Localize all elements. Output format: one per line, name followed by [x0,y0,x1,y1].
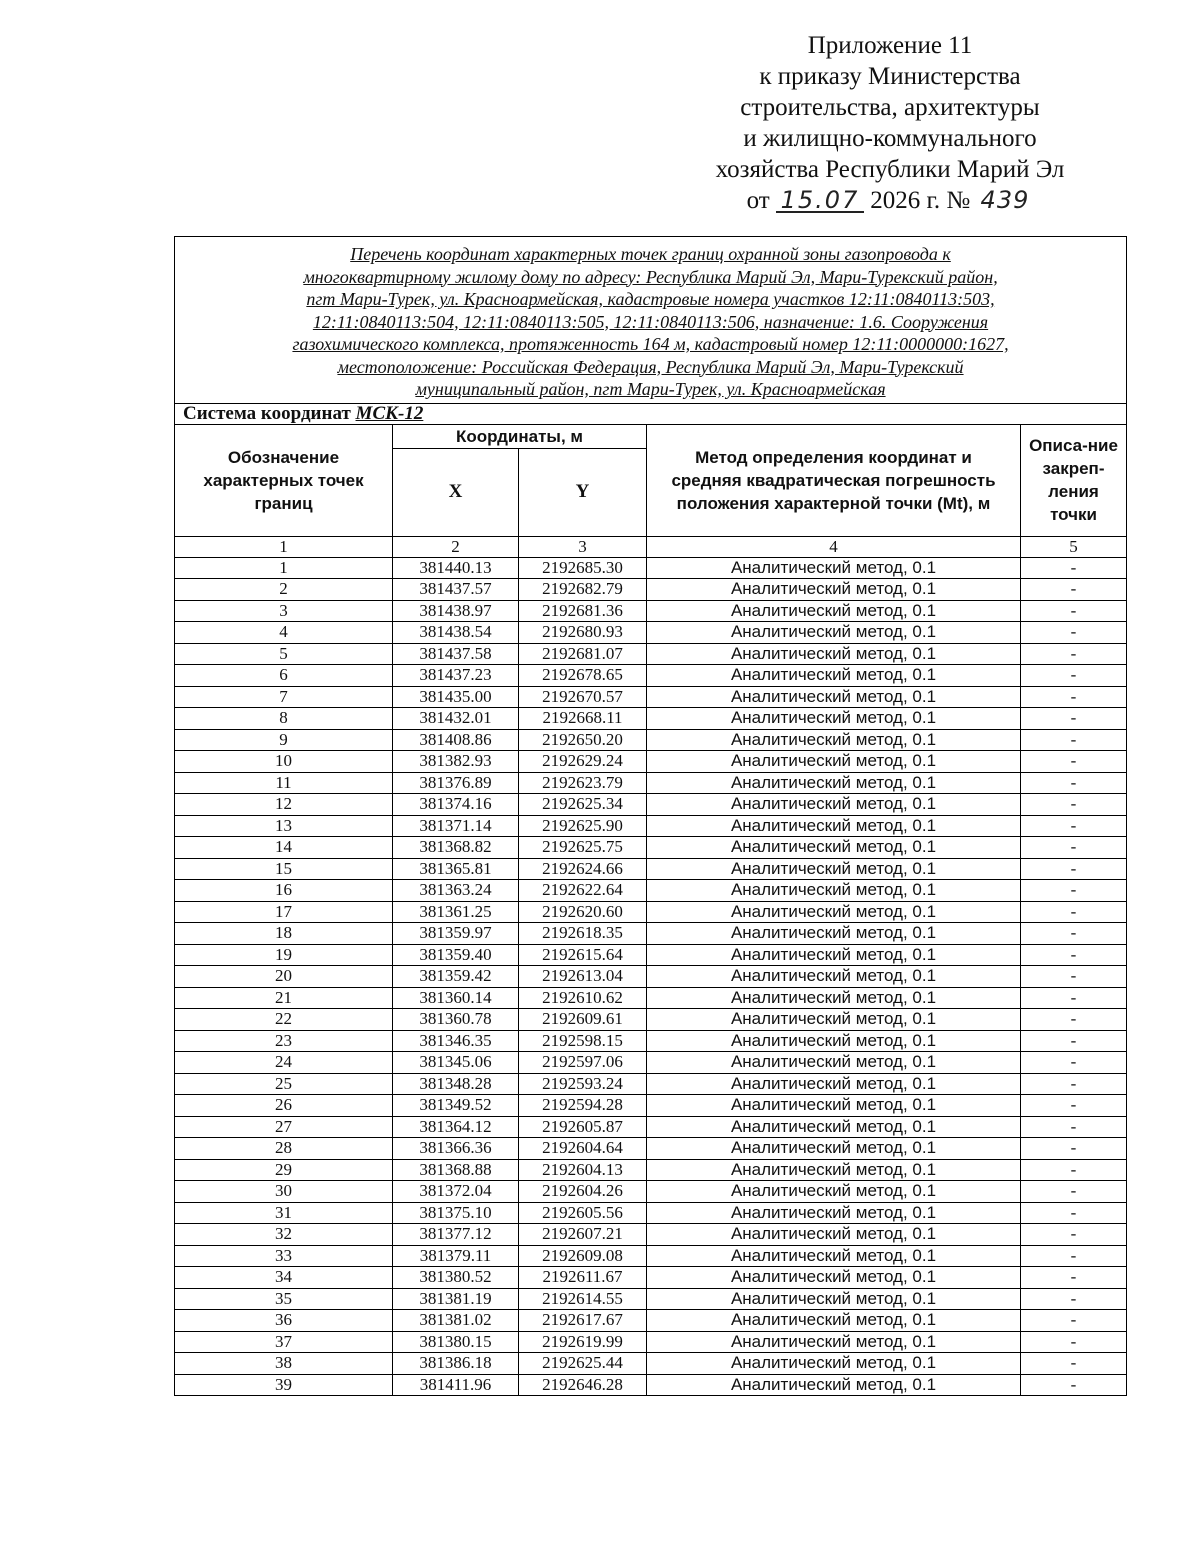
point-number: 23 [175,1030,393,1052]
method-cell: Аналитический метод, 0.1 [647,1159,1021,1181]
method-cell: Аналитический метод, 0.1 [647,987,1021,1009]
method-cell: Аналитический метод, 0.1 [647,1310,1021,1332]
table-row [175,1310,1127,1332]
fixation-description: - [1021,1374,1127,1396]
coord-y: 2192670.57 [519,686,647,708]
table-row [175,1353,1127,1375]
method-cell: Аналитический метод, 0.1 [647,880,1021,902]
coord-y: 2192605.87 [519,1116,647,1138]
method-cell: Аналитический метод, 0.1 [647,622,1021,644]
point-number: 22 [175,1009,393,1031]
method-cell: Аналитический метод, 0.1 [647,1374,1021,1396]
coord-y: 2192668.11 [519,708,647,730]
point-number: 31 [175,1202,393,1224]
coord-x: 381377.12 [393,1224,519,1246]
method-cell: Аналитический метод, 0.1 [647,815,1021,837]
coord-y: 2192685.30 [519,557,647,579]
coord-x: 381408.86 [393,729,519,751]
table-title [175,237,1127,404]
fixation-description: - [1021,708,1127,730]
point-number: 4 [175,622,393,644]
point-number: 30 [175,1181,393,1203]
coord-x: 381437.57 [393,579,519,601]
point-number: 9 [175,729,393,751]
table-row [175,686,1127,708]
point-number: 1 [175,557,393,579]
coord-x: 381345.06 [393,1052,519,1074]
table-row [175,1030,1127,1052]
point-number: 17 [175,901,393,923]
table-row [175,1116,1127,1138]
table-row [175,1052,1127,1074]
coord-x: 381361.25 [393,901,519,923]
coord-x: 381364.12 [393,1116,519,1138]
table-row [175,622,1127,644]
table-row [175,858,1127,880]
coord-y: 2192625.75 [519,837,647,859]
fixation-description: - [1021,1202,1127,1224]
column-number: 5 [1021,536,1127,557]
date-prefix: от [746,187,770,214]
coord-y: 2192610.62 [519,987,647,1009]
coord-y: 2192604.26 [519,1181,647,1203]
header-coordinates: Координаты, м [393,424,647,448]
fixation-description: - [1021,966,1127,988]
point-number: 8 [175,708,393,730]
point-number: 15 [175,858,393,880]
coord-x: 381437.58 [393,643,519,665]
coord-x: 381360.78 [393,1009,519,1031]
point-number: 18 [175,923,393,945]
coord-y: 2192615.64 [519,944,647,966]
table-row [175,1224,1127,1246]
coord-y: 2192680.93 [519,622,647,644]
coord-x: 381432.01 [393,708,519,730]
title-line: 12:11:0840113:504, 12:11:0840113:505, 12:11:0840113:506, назначение: 1.6. Сооружения [312,311,989,332]
point-number: 25 [175,1073,393,1095]
coord-x: 381381.02 [393,1310,519,1332]
fixation-description: - [1021,643,1127,665]
fixation-description: - [1021,880,1127,902]
coord-y: 2192619.99 [519,1331,647,1353]
coordinate-system-value: МСК-12 [355,402,424,424]
method-cell: Аналитический метод, 0.1 [647,557,1021,579]
coordinate-system-row [175,403,1127,424]
coord-y: 2192623.79 [519,772,647,794]
title-line: Перечень координат характерных точек границ охранной зоны газопровода к [350,244,951,264]
coord-y: 2192593.24 [519,1073,647,1095]
fixation-description: - [1021,772,1127,794]
coord-y: 2192622.64 [519,880,647,902]
point-number: 2 [175,579,393,601]
point-number: 26 [175,1095,393,1117]
table-row [175,557,1127,579]
fixation-description: - [1021,1030,1127,1052]
coord-x: 381374.16 [393,794,519,816]
point-number: 13 [175,815,393,837]
point-number: 20 [175,966,393,988]
fixation-description: - [1021,1245,1127,1267]
coord-x: 381438.97 [393,600,519,622]
table-row [175,901,1127,923]
method-cell: Аналитический метод, 0.1 [647,923,1021,945]
coord-x: 381359.40 [393,944,519,966]
point-number: 16 [175,880,393,902]
coord-y: 2192629.24 [519,751,647,773]
header-y: Y [519,448,647,536]
table-row [175,708,1127,730]
fixation-description: - [1021,1331,1127,1353]
coord-y: 2192681.07 [519,643,647,665]
table-row [175,1288,1127,1310]
method-cell: Аналитический метод, 0.1 [647,643,1021,665]
method-cell: Аналитический метод, 0.1 [647,1116,1021,1138]
method-cell: Аналитический метод, 0.1 [647,1052,1021,1074]
table-row [175,1138,1127,1160]
method-cell: Аналитический метод, 0.1 [647,1331,1021,1353]
point-number: 5 [175,643,393,665]
coord-y: 2192594.28 [519,1095,647,1117]
table-row [175,837,1127,859]
table-row [175,772,1127,794]
fixation-description: - [1021,579,1127,601]
table-row [175,1202,1127,1224]
table-row [175,665,1127,687]
method-cell: Аналитический метод, 0.1 [647,665,1021,687]
method-cell: Аналитический метод, 0.1 [647,1009,1021,1031]
fixation-description: - [1021,1288,1127,1310]
column-number: 4 [647,536,1021,557]
method-cell: Аналитический метод, 0.1 [647,1224,1021,1246]
title-line: многоквартирному жилому дому по адресу: Республика Марий Эл, Мари-Турекский район, [303,266,998,287]
fixation-description: - [1021,1224,1127,1246]
fixation-description: - [1021,600,1127,622]
fixation-description: - [1021,1159,1127,1181]
coord-y: 2192597.06 [519,1052,647,1074]
point-number: 29 [175,1159,393,1181]
point-number: 28 [175,1138,393,1160]
table-row [175,966,1127,988]
point-number: 14 [175,837,393,859]
method-cell: Аналитический метод, 0.1 [647,600,1021,622]
table-row [175,1181,1127,1203]
point-number: 10 [175,751,393,773]
point-number: 19 [175,944,393,966]
coord-x: 381382.93 [393,751,519,773]
point-number: 38 [175,1353,393,1375]
table-row [175,815,1127,837]
coord-x: 381376.89 [393,772,519,794]
table-row [175,1009,1127,1031]
table-row [175,794,1127,816]
method-cell: Аналитический метод, 0.1 [647,1095,1021,1117]
coord-y: 2192682.79 [519,579,647,601]
method-cell: Аналитический метод, 0.1 [647,794,1021,816]
coord-x: 381366.36 [393,1138,519,1160]
fixation-description: - [1021,686,1127,708]
header-line: к приказу Министерства [759,63,1021,90]
coord-y: 2192605.56 [519,1202,647,1224]
method-cell: Аналитический метод, 0.1 [647,1181,1021,1203]
point-number: 35 [175,1288,393,1310]
table-row [175,1095,1127,1117]
method-cell: Аналитический метод, 0.1 [647,1288,1021,1310]
coord-y: 2192611.67 [519,1267,647,1289]
fixation-description: - [1021,1009,1127,1031]
fixation-description: - [1021,1095,1127,1117]
coord-x: 381380.15 [393,1331,519,1353]
table-row [175,880,1127,902]
method-cell: Аналитический метод, 0.1 [647,901,1021,923]
coord-y: 2192678.65 [519,665,647,687]
fixation-description: - [1021,1267,1127,1289]
method-cell: Аналитический метод, 0.1 [647,772,1021,794]
coordinates-table [174,236,1127,1396]
fixation-description: - [1021,1310,1127,1332]
fixation-description: - [1021,1052,1127,1074]
point-number: 32 [175,1224,393,1246]
header-description: Описа-ние закреп-ления точки [1021,424,1127,536]
coord-y: 2192609.61 [519,1009,647,1031]
fixation-description: - [1021,1181,1127,1203]
point-number: 39 [175,1374,393,1396]
coord-x: 381359.42 [393,966,519,988]
method-cell: Аналитический метод, 0.1 [647,729,1021,751]
table-row [175,729,1127,751]
column-number-row [175,536,1127,557]
table-row [175,751,1127,773]
coord-y: 2192681.36 [519,600,647,622]
coord-y: 2192614.55 [519,1288,647,1310]
coord-x: 381346.35 [393,1030,519,1052]
coord-y: 2192618.35 [519,923,647,945]
point-number: 34 [175,1267,393,1289]
table-row [175,1331,1127,1353]
coord-x: 381349.52 [393,1095,519,1117]
title-line: газохимического комплекса, протяженность 164 м, кадастровый номер 12:11:0000000:1627, [292,334,1009,354]
coord-x: 381375.10 [393,1202,519,1224]
table-row [175,643,1127,665]
fixation-description: - [1021,987,1127,1009]
coord-x: 381368.82 [393,837,519,859]
coord-x: 381365.81 [393,858,519,880]
coord-y: 2192604.64 [519,1138,647,1160]
table-row [175,1159,1127,1181]
coord-x: 381348.28 [393,1073,519,1095]
coord-y: 2192625.44 [519,1353,647,1375]
point-number: 33 [175,1245,393,1267]
method-cell: Аналитический метод, 0.1 [647,837,1021,859]
coord-y: 2192613.04 [519,966,647,988]
method-cell: Аналитический метод, 0.1 [647,1353,1021,1375]
title-line: пгт Мари-Турек, ул. Красноармейская, кадастровые номера участков 12:11:0840113:503, [306,289,995,309]
method-cell: Аналитический метод, 0.1 [647,708,1021,730]
fixation-description: - [1021,557,1127,579]
date-year: 2026 г. № [870,187,971,214]
column-number: 3 [519,536,647,557]
coord-x: 381360.14 [393,987,519,1009]
coord-y: 2192625.90 [519,815,647,837]
coord-x: 381359.97 [393,923,519,945]
table-row [175,1267,1127,1289]
fixation-description: - [1021,1073,1127,1095]
coord-x: 381371.14 [393,815,519,837]
table-row [175,944,1127,966]
table-row [175,1073,1127,1095]
point-number: 12 [175,794,393,816]
method-cell: Аналитический метод, 0.1 [647,1245,1021,1267]
coord-x: 381411.96 [393,1374,519,1396]
method-cell: Аналитический метод, 0.1 [647,1030,1021,1052]
fixation-description: - [1021,665,1127,687]
table-row [175,1245,1127,1267]
method-cell: Аналитический метод, 0.1 [647,944,1021,966]
handwritten-date: 15.07 [776,189,864,213]
table-row [175,579,1127,601]
header-line: строительства, архитектуры [740,94,1040,121]
coord-y: 2192646.28 [519,1374,647,1396]
order-date-line [640,185,1140,216]
coord-y: 2192620.60 [519,901,647,923]
coord-y: 2192609.08 [519,1245,647,1267]
coord-x: 381368.88 [393,1159,519,1181]
method-cell: Аналитический метод, 0.1 [647,858,1021,880]
coord-y: 2192650.20 [519,729,647,751]
coord-x: 381386.18 [393,1353,519,1375]
method-cell: Аналитический метод, 0.1 [647,579,1021,601]
method-cell: Аналитический метод, 0.1 [647,686,1021,708]
coord-x: 381363.24 [393,880,519,902]
coord-x: 381438.54 [393,622,519,644]
fixation-description: - [1021,923,1127,945]
column-number: 1 [175,536,393,557]
header-point-designation: Обозначение характерных точек границ [175,424,393,536]
method-cell: Аналитический метод, 0.1 [647,1073,1021,1095]
fixation-description: - [1021,1353,1127,1375]
coord-y: 2192604.13 [519,1159,647,1181]
coord-x: 381380.52 [393,1267,519,1289]
coordinate-system-label: Система координат [183,402,351,424]
method-cell: Аналитический метод, 0.1 [647,1138,1021,1160]
point-number: 11 [175,772,393,794]
method-cell: Аналитический метод, 0.1 [647,1267,1021,1289]
header-line: Приложение 11 [807,32,973,59]
fixation-description: - [1021,1116,1127,1138]
fixation-description: - [1021,751,1127,773]
handwritten-order-number: 439 [980,186,1030,214]
fixation-description: - [1021,729,1127,751]
fixation-description: - [1021,1138,1127,1160]
fixation-description: - [1021,858,1127,880]
coord-x: 381372.04 [393,1181,519,1203]
method-cell: Аналитический метод, 0.1 [647,966,1021,988]
order-appendix-header [640,30,1140,216]
table-row [175,1374,1127,1396]
column-number: 2 [393,536,519,557]
coord-y: 2192624.66 [519,858,647,880]
fixation-description: - [1021,901,1127,923]
coord-y: 2192598.15 [519,1030,647,1052]
coord-y: 2192607.21 [519,1224,647,1246]
method-cell: Аналитический метод, 0.1 [647,751,1021,773]
point-number: 37 [175,1331,393,1353]
table-row [175,600,1127,622]
coord-x: 381381.19 [393,1288,519,1310]
header-line: хозяйства Республики Марий Эл [715,156,1065,183]
coord-y: 2192625.34 [519,794,647,816]
fixation-description: - [1021,622,1127,644]
coord-x: 381437.23 [393,665,519,687]
point-number: 21 [175,987,393,1009]
table-row [175,987,1127,1009]
coord-x: 381379.11 [393,1245,519,1267]
header-method: Метод определения координат и средняя квадратическая погрешность положения характерной точки (Mt), м [647,424,1021,536]
header-x: X [393,448,519,536]
coord-y: 2192617.67 [519,1310,647,1332]
title-line: местоположение: Российская Федерация, Республика Марий Эл, Мари-Турекский [337,356,964,377]
point-number: 24 [175,1052,393,1074]
fixation-description: - [1021,837,1127,859]
header-line: и жилищно-коммунального [743,125,1037,152]
fixation-description: - [1021,815,1127,837]
method-cell: Аналитический метод, 0.1 [647,1202,1021,1224]
point-number: 27 [175,1116,393,1138]
point-number: 6 [175,665,393,687]
fixation-description: - [1021,944,1127,966]
point-number: 3 [175,600,393,622]
table-row [175,923,1127,945]
coord-x: 381435.00 [393,686,519,708]
point-number: 36 [175,1310,393,1332]
title-line: муниципальный район, пгт Мари-Турек, ул. Красноармейская [415,379,886,399]
coord-x: 381440.13 [393,557,519,579]
fixation-description: - [1021,794,1127,816]
point-number: 7 [175,686,393,708]
